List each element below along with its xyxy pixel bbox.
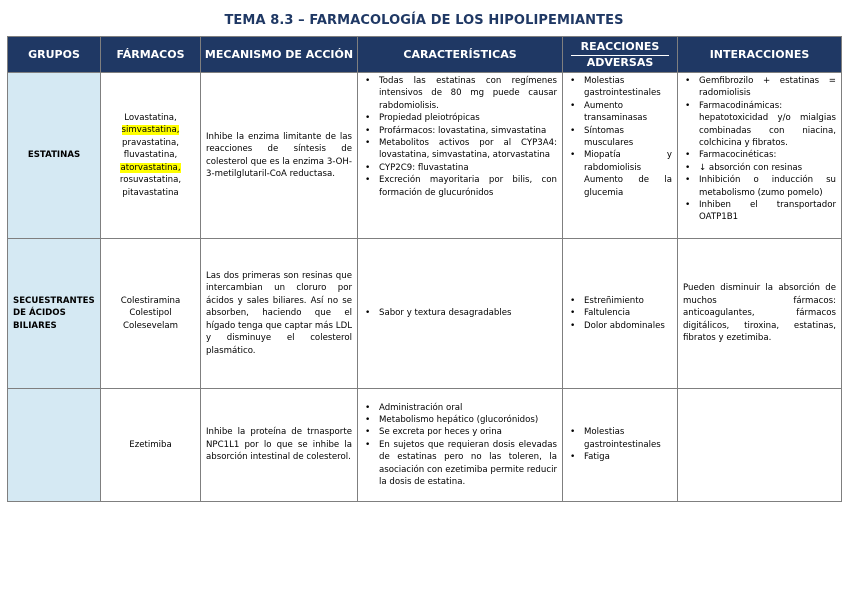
drug-name: Ezetimiba bbox=[129, 439, 172, 450]
list-item: • Propiedad pleiotrópicas bbox=[363, 112, 557, 124]
characteristics-list bbox=[363, 307, 557, 319]
table-row-ezetimiba bbox=[8, 389, 842, 502]
group-cell: ESTATINAS bbox=[8, 73, 101, 239]
document-title: TEMA 8.3 – FARMACOLOGÍA DE LOS HIPOLIPEMIANTES bbox=[224, 13, 624, 28]
group-cell: SECUESTRANTES DE ÁCIDOS BILIARES bbox=[8, 239, 101, 389]
list-item: • Estreñimiento bbox=[568, 295, 672, 307]
group-cell bbox=[8, 389, 101, 502]
list-item: • Inhibición o inducción su metabolismo (zumo pomelo) bbox=[683, 174, 836, 199]
drug-name-highlighted bbox=[106, 162, 195, 174]
interactions-list bbox=[683, 75, 836, 224]
list-item: • Excreción mayoritaria por bilis, con formación de glucurónidos bbox=[363, 174, 557, 199]
list-item: • Profármacos: lovastatina, simvastatina bbox=[363, 125, 557, 137]
list-item: • Miopatía y rabdomiolisis Aumento de la glucemia bbox=[568, 149, 672, 199]
drug-name: pitavastatina bbox=[122, 187, 179, 198]
drugs-cell bbox=[101, 73, 201, 239]
mechanism-cell: Las dos primeras son resinas que intercambian un cloruro por ácidos y sales biliares. Así no se absorben, haciendo que el hígado tenga que captar más LDL y disminuye el colesterol plasmático. bbox=[201, 239, 358, 389]
drug-name: Colestipol bbox=[129, 308, 172, 319]
header-farmacos: FÁRMACOS bbox=[101, 37, 201, 73]
interactions-cell: Pueden disminuir la absorción de muchos fármacos: anticoagulantes, fármacos digitálicos, tiroxina, estatinas, fibratos y ezetimiba. bbox=[678, 239, 842, 389]
highlight-mark: atorvastatina, bbox=[120, 162, 181, 173]
list-item: • Dolor abdominales bbox=[568, 320, 672, 332]
list-item: • Se excreta por heces y orina bbox=[363, 426, 557, 438]
list-item: • Metabolismo hepático (glucorónidos) bbox=[363, 414, 557, 426]
interactions-cell bbox=[678, 389, 842, 502]
header-mecanismo: MECANISMO DE ACCIÓN bbox=[201, 37, 358, 73]
list-item: • Farmacocinéticas: bbox=[683, 149, 836, 161]
table-row-estatinas bbox=[8, 73, 842, 239]
characteristics-cell bbox=[358, 389, 563, 502]
drug-name: fluvastatina, bbox=[123, 150, 178, 161]
header-reacciones-adversas bbox=[563, 37, 678, 73]
list-item: • Inhiben el transportador OATP1B1 bbox=[683, 199, 836, 224]
characteristics-list bbox=[363, 402, 557, 489]
list-item: • Aumento transaminasas bbox=[568, 100, 672, 125]
header-row bbox=[8, 37, 842, 73]
list-item: • Gemfibrozilo + estatinas = radomiolisis bbox=[683, 75, 836, 100]
list-item: • Sabor y textura desagradables bbox=[363, 307, 557, 319]
characteristics-cell bbox=[358, 239, 563, 389]
list-item: • Molestias gastrointestinales bbox=[568, 426, 672, 451]
list-item: • Síntomas musculares bbox=[568, 125, 672, 150]
list-item: • Metabolitos activos por al CYP3A4: lovastatina, simvastatina, atorvastatina bbox=[363, 137, 557, 162]
drug-name: pravastatina, bbox=[122, 137, 179, 148]
characteristics-list bbox=[363, 75, 557, 199]
interactions-cell bbox=[678, 73, 842, 239]
list-item: • Farmacodinámicas: hepatotoxicidad y/o mialgias combinadas con niacina, colchicina y fibratos. bbox=[683, 100, 836, 150]
list-item: • Administración oral bbox=[363, 402, 557, 414]
mechanism-cell: Inhibe la proteína de trnasporte NPC1L1 por lo que se inhibe la absorción intestinal de colesterol. bbox=[201, 389, 358, 502]
adverse-reactions-list bbox=[568, 75, 672, 199]
characteristics-cell bbox=[358, 73, 563, 239]
highlight-mark: simvastatina, bbox=[121, 125, 180, 136]
list-item: • ↓ absorción con resinas bbox=[683, 162, 836, 174]
adverse-reactions-cell bbox=[563, 239, 678, 389]
adverse-reactions-list bbox=[568, 295, 672, 332]
adverse-reactions-cell bbox=[563, 73, 678, 239]
header-reacciones-line2: ADVERSAS bbox=[586, 55, 654, 69]
table-row-secuestrantes bbox=[8, 239, 842, 389]
drug-name: Lovastatina, bbox=[124, 113, 177, 124]
list-item: • Faltulencia bbox=[568, 307, 672, 319]
header-grupos: GRUPOS bbox=[8, 37, 101, 73]
header-reacciones-line1: REACCIONES bbox=[580, 39, 660, 53]
list-item: • CYP2C9: fluvastatina bbox=[363, 162, 557, 174]
drugs-cell bbox=[101, 389, 201, 502]
drug-name: Colestiramina bbox=[120, 295, 181, 306]
list-item: • Molestias gastrointestinales bbox=[568, 75, 672, 100]
list-item: • Todas las estatinas con regímenes intensivos de 80 mg puede causar rabdomiolisis. bbox=[363, 75, 557, 112]
adverse-reactions-list bbox=[568, 426, 672, 463]
header-interacciones: INTERACCIONES bbox=[678, 37, 842, 73]
drug-name: rosuvastatina, bbox=[119, 175, 182, 186]
drug-name-highlighted bbox=[106, 124, 195, 136]
drugs-cell bbox=[101, 239, 201, 389]
hipolipemiantes-table bbox=[7, 36, 842, 502]
list-item: • Fatiga bbox=[568, 451, 672, 463]
header-caracteristicas: CARACTERÍSTICAS bbox=[358, 37, 563, 73]
mechanism-cell: Inhibe la enzima limitante de las reacciones de síntesis de colesterol que es la enzima 3-OH-3-metilglutaril-CoA reductasa. bbox=[201, 73, 358, 239]
drug-name: Colesevelam bbox=[122, 320, 179, 331]
list-item: • En sujetos que requieran dosis elevadas de estatinas pero no las toleren, la asociación con ezetimiba permite reducir la dosis de estatina. bbox=[363, 439, 557, 489]
adverse-reactions-cell bbox=[563, 389, 678, 502]
